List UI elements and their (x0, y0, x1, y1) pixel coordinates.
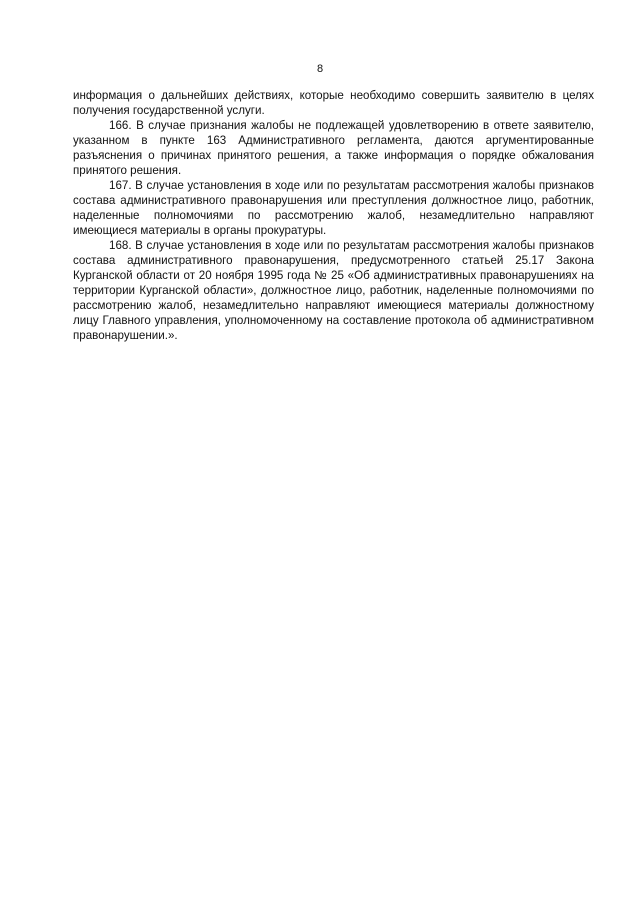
paragraph-168: 168. В случае установления в ходе или по результатам рассмотрения жалобы признаков состава административного правонарушения, предусмотренного статьей 25.17 Закона Курганской области от 20 ноября 1995 года № 25 «Об административных правонарушениях на территории Курганской области», должностное лицо, работник, наделенные полномочиями по рассмотрению жалоб, незамедлительно направляют имеющиеся материалы должностному лицу Главного управления, уполномоченному на составление протокола об административном правонарушении.». (73, 239, 594, 342)
paragraph-167: 167. В случае установления в ходе или по результатам рассмотрения жалобы признаков состава административного правонарушения или преступления должностное лицо, работник, наделенные полномочиями по рассмотрению жалоб, незамедлительно направляют имеющиеся материалы в органы прокуратуры. (73, 179, 594, 237)
paragraph-continuation: информация о дальнейших действиях, которые необходимо совершить заявителю в целях получения государственной услуги. (73, 89, 594, 117)
document-body (73, 88, 594, 343)
paragraph-166: 166. В случае признания жалобы не подлежащей удовлетворению в ответе заявителю, указанном в пункте 163 Административного регламента, даются аргументированные разъяснения о причинах принятого решения, а также информация о порядке обжалования принятого решения. (73, 119, 594, 177)
page-number: 8 (316, 63, 324, 75)
